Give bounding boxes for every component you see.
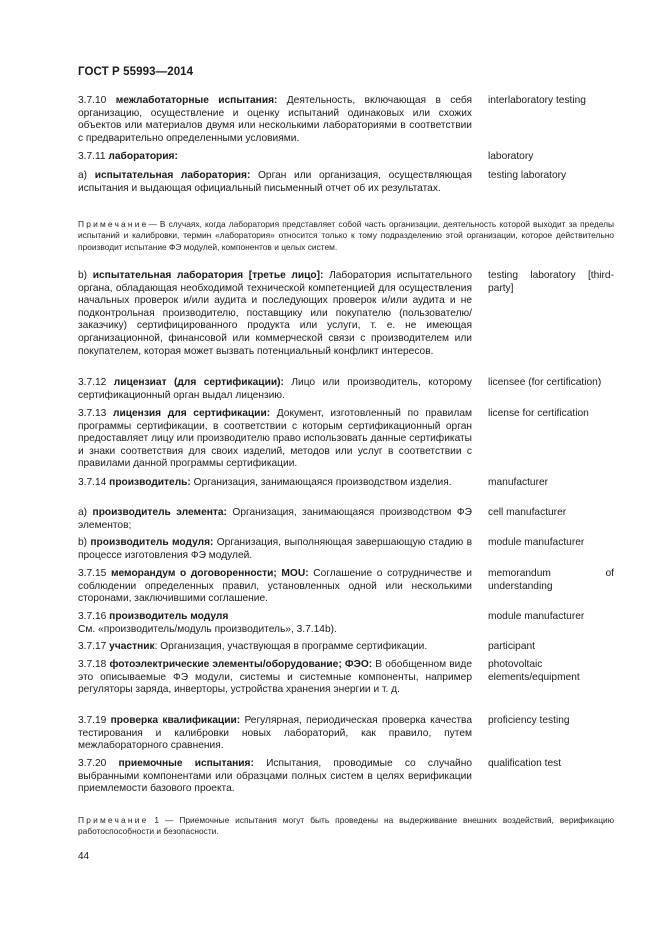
term-number: 3.7.12 (78, 377, 107, 388)
term-english: testing laboratory [third-party] (488, 270, 614, 294)
term-text: В обобщенном виде это описываемые ФЭ модули, системы и системные компоненты, например регуляторы заряда, инверторы, устройства хранения энергии и т. д. (78, 659, 472, 696)
term-text: Организация, занимающаяся производством ФЭ элементов; (78, 507, 472, 531)
term-number: 3.7.15 (78, 568, 107, 579)
term-text: : Организация, участвующая в программе сертификации. (154, 641, 428, 652)
term-name: испытательная лаборатория [третье лицо]: (92, 270, 324, 281)
term-definition (78, 477, 472, 490)
term-definition (78, 758, 472, 796)
term-english: laboratory (488, 151, 534, 162)
term-english: cell manufacturer (488, 507, 567, 518)
note (78, 219, 614, 253)
term-text: Регулярная, периодическая проверка качества тестирования и калибровки новых лабораторий, как правило, путем межлабораторного сравнения. (78, 715, 472, 752)
note-label: Примечание (78, 219, 149, 229)
term-text: Организация, выполняющая завершающую стадию в процессе изготовления ФЭ модулей. (78, 537, 472, 561)
term-definition (78, 377, 472, 402)
term-text: Лицо или производитель, которому сертификационный орган выдал лицензию. (78, 377, 473, 401)
note-label: Примечание (78, 815, 149, 825)
term-definition (78, 151, 472, 164)
term-text: См. «производитель/модуль производитель», 3.7.14b). (78, 623, 337, 635)
note (78, 815, 614, 838)
term-definition (78, 270, 472, 358)
term-number: 3.7.17 (78, 641, 107, 652)
note-text: 1 — Приемочные испытания могут быть проведены на выдерживание внешних воздействий, верификацию работоспособности и безопасности. (78, 815, 614, 837)
term-number: 3.7.18 (78, 659, 107, 670)
term-name: производитель модуля: (90, 537, 214, 548)
note-text: — В случаях, когда лаборатория представляет собой часть организации, деятельность которой выходит за пределы испытаний и калибровки, термин «лаборатория» относится только к тому подразделению этой организации, которое действительно производит испытание ФЭ модулей, компонентов и целых систем. (78, 219, 614, 252)
term-text: Испытания, проводимые со случайно выбранными компонентами или образцами полных систем в целях верификации приемлемости базового проекта. (78, 758, 472, 795)
term-definition (78, 641, 472, 654)
term-english: manufacturer (488, 477, 549, 488)
term-definition (78, 507, 472, 532)
term-name: межлаботаторные испытания: (115, 95, 278, 106)
term-text: Документ, изготовленный по правилам программы сертификации, в соответствии с которым сертификационный орган предоставляет лицу или производителю право использовать данные сертификаты и знаки соответствия для своих изделий, методов или услуг в соответствии с правилами данной программы сертификации. (78, 408, 472, 470)
term-definition (78, 568, 472, 606)
term-definition (78, 408, 472, 471)
term-name: лаборатория: (108, 151, 178, 162)
term-number: 3.7.20 (78, 758, 107, 769)
term-english: qualification test (488, 758, 562, 769)
page-number: 44 (78, 851, 90, 862)
term-english: licensee (for certification) (488, 377, 602, 388)
term-number: а) (78, 170, 88, 181)
term-name: лицензиат (для сертификации): (113, 377, 284, 388)
term-english: testing laboratory (488, 170, 567, 181)
term-number: 3.7.14 (78, 477, 107, 488)
term-name: проверка квалификации: (110, 715, 241, 726)
document-header: ГОСТ Р 55993—2014 (78, 66, 194, 78)
term-definition (78, 95, 472, 145)
term-definition (78, 659, 472, 697)
term-name: производитель: (109, 477, 191, 488)
term-text: Орган или организация, осуществляющая испытания и выдающая официальный письменный отчет об их результатах. (78, 170, 472, 194)
term-english: photovoltaic elements/equipment (488, 659, 580, 683)
term-english: memorandum of understanding (488, 568, 614, 592)
term-text: Лаборатория испытательного органа, обладающая необходимой технической компетенцией для осуществления начальных проверок и/или аудита и последующих проверок и/или аудита и не подконтрольная производителю, поставщику или покупателю (пользователю/заказчику) сертифицированного продукта или услуги, т. е. не имеющая организационной, финансовой или коммерческой связи с производителем или покупателем, которая может вызвать потенциальный конфликт интересов. (78, 270, 472, 357)
term-text: Соглашение о сотрудничестве и соблюдении определенных правил, установленных одной или несколькими сторонами, заключившими соглашение. (78, 568, 472, 605)
term-number: 3.7.11 (78, 151, 106, 162)
term-number: b) (78, 270, 88, 281)
term-number: 3.7.10 (78, 95, 107, 106)
term-name: испытательная лаборатория: (94, 170, 251, 181)
term-number: 3.7.16 (78, 611, 107, 622)
term-english: module manufacturer (488, 611, 585, 622)
term-definition (78, 611, 472, 636)
term-definition (78, 537, 472, 562)
term-name: участник (109, 641, 155, 652)
term-name: меморандум о договоренности; MOU: (110, 568, 309, 579)
term-english: interlaboratory testing (488, 95, 586, 106)
term-text: Организация, занимающаяся производством изделия. (190, 477, 452, 488)
term-definition (78, 170, 472, 195)
term-english: module manufacturer (488, 537, 585, 548)
term-english: proficiency testing (488, 715, 570, 726)
term-name: производитель элемента: (92, 507, 227, 518)
term-name: фотоэлектрические элементы/оборудование; ФЭО: (109, 659, 373, 670)
term-number: b) (78, 537, 88, 548)
term-english: participant (488, 641, 536, 652)
term-number: а) (78, 507, 88, 518)
term-name: лицензия для сертификации: (113, 408, 271, 419)
term-definition (78, 715, 472, 753)
term-name: производитель модуля (109, 611, 229, 622)
term-text: Деятельность, включающая в себя организацию, осуществление и оценку испытаний одинаковых или схожих объектов или материалов двумя или несколькими лабораториями в соответствии с предварительно определенными условиями. (78, 95, 472, 144)
term-number: 3.7.19 (78, 715, 107, 726)
term-number: 3.7.13 (78, 408, 107, 419)
term-english: license for certification (488, 408, 589, 419)
term-name: приемочные испытания: (118, 758, 254, 769)
